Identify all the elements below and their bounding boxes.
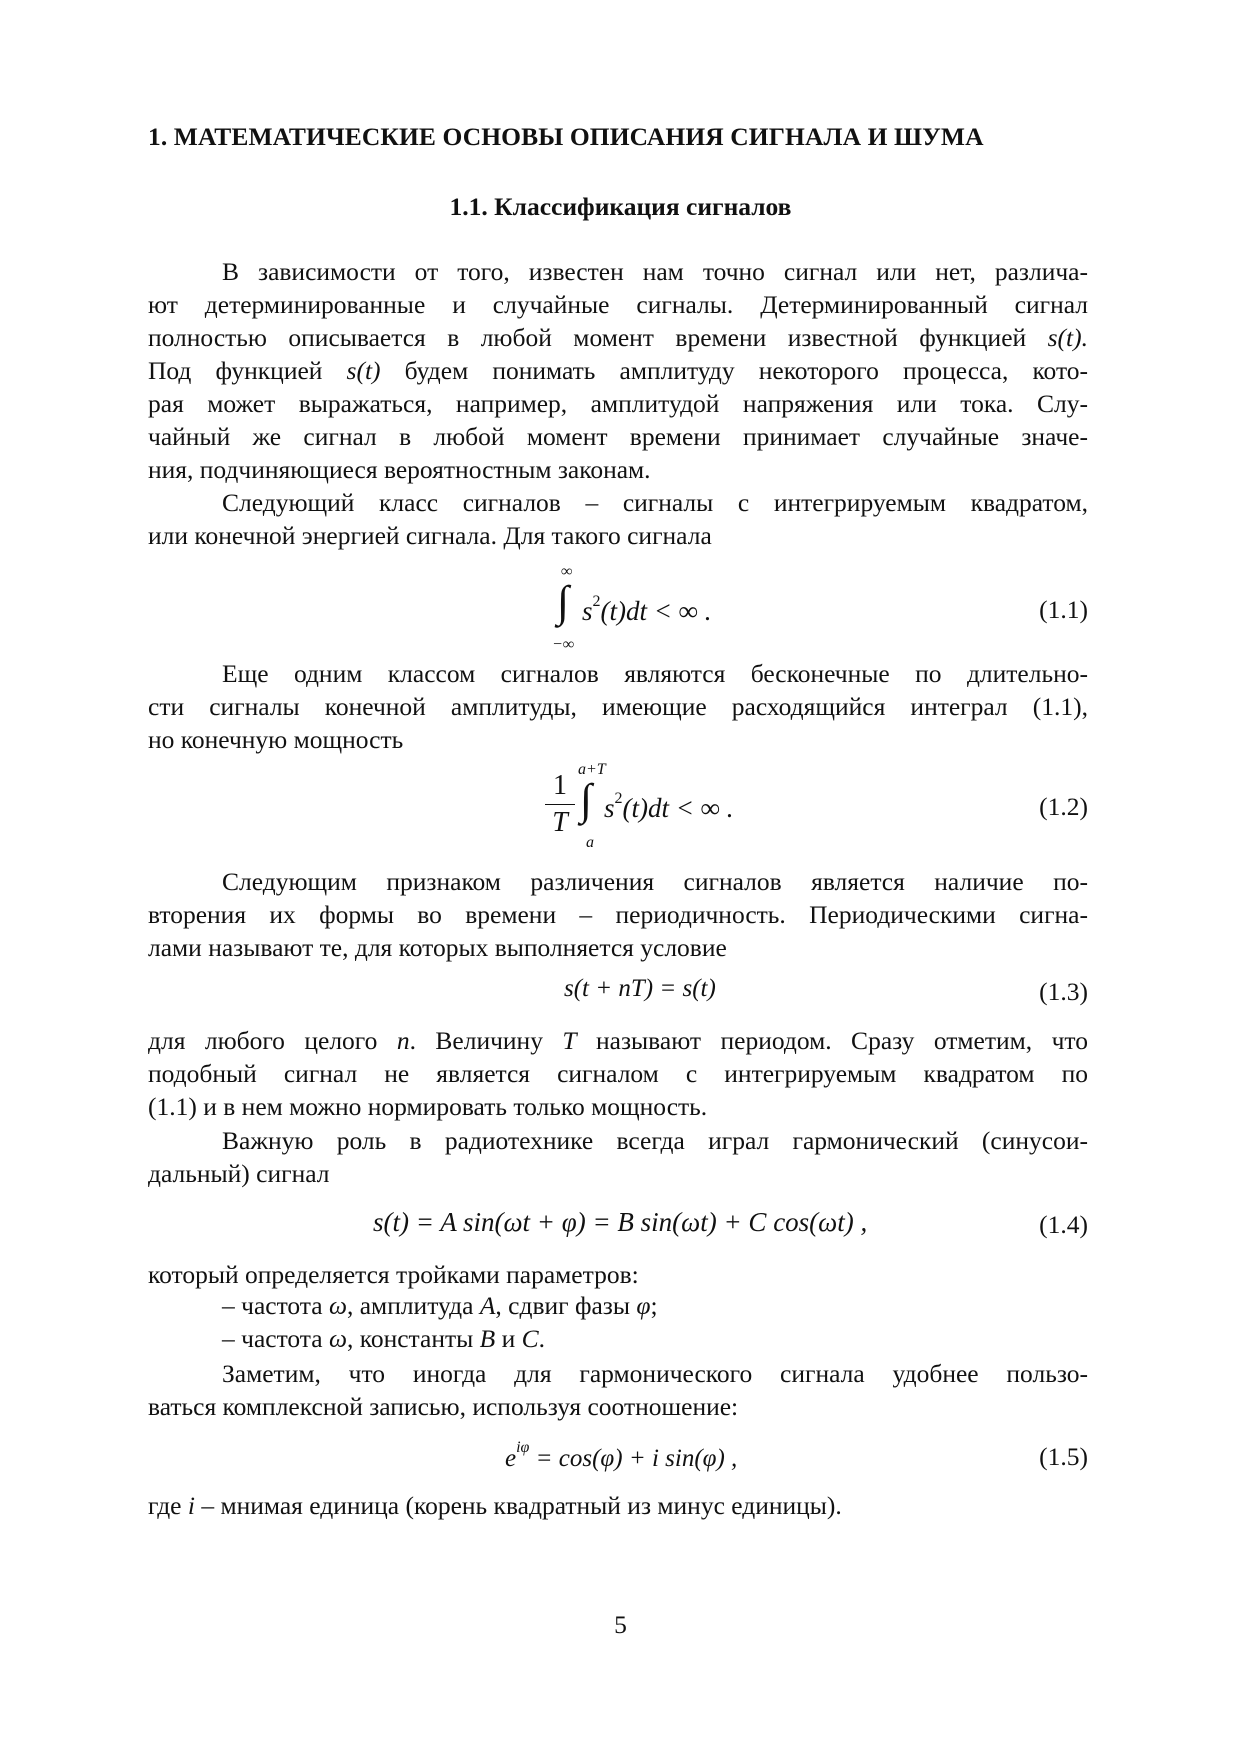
text-line: рая может выражаться, например, амплитудой напряжения или тока. Слу- [148,389,1088,418]
paragraph-deterministic-random [148,255,1088,486]
text-line: дальный) сигнал [148,1159,330,1188]
text-segment: будем понимать амплитуду некоторого процесса, кото- [380,356,1088,385]
paragraph-parameters [148,1258,1088,1291]
paragraph-harmonic [148,1124,1088,1190]
integral-sign: ∫ [580,775,593,824]
equation-body: $e^{i\varphi} = \cos(\varphi) + i$ sin(φ) , [505,1439,738,1472]
text-line: Еще одним классом сигналов являются бесконечные по длительно- [222,659,1088,688]
text-line: ния, подчиняющиеся вероятностным законам. [148,455,651,484]
text-line [148,354,1088,387]
text-line: но конечную мощность [148,725,404,754]
fraction-one-over-t: 1 T [545,770,575,839]
equation-number: (1.5) [1039,1442,1088,1471]
equation-number: (1.1) [1039,595,1088,624]
text-line: Важную роль в радиотехнике всегда играл гармонический (синусои- [222,1126,1088,1155]
text-line: ют детерминированные и случайные сигналы. Детерминированный сигнал [148,290,1088,319]
list-item: – частота ω, константы B и C. [222,1324,545,1353]
integral-upper-limit: ∞ [561,563,573,580]
equation-body: $s^2(t)dt$ < ∞ . [604,790,734,823]
list-item: – частота ω, амплитуда A, сдвиг фазы φ; [222,1291,658,1320]
equation-number: (1.2) [1039,792,1088,821]
text-line: В зависимости от того, известен нам точно сигнал или нет, различа- [222,257,1088,286]
integral-lower-limit: a [586,834,594,851]
paragraph-period [148,1024,1088,1123]
text-line: который определяется тройками параметров: [148,1260,639,1289]
text-line: лами называют те, для которых выполняется условие [148,933,727,962]
chapter-title: 1. МАТЕМАТИЧЕСКИЕ ОСНОВЫ ОПИСАНИЯ СИГНАЛА И ШУМА [148,122,984,151]
math-s-of-t: s(t) [346,356,381,385]
text-line: сти сигналы конечной амплитуды, имеющие расходящийся интеграл (1.1), [148,692,1088,721]
paragraph-imaginary-unit [148,1489,1088,1522]
equation-body: s(t + nT) = s(t) [564,975,716,1002]
integral-lower-limit: −∞ [552,636,575,653]
text-line: подобный сигнал не является сигналом с интегрируемым квадратом по [148,1059,1088,1088]
paragraph-periodicity [148,865,1088,964]
math-s-of-t: s(t). [1047,323,1088,352]
text-segment: полностью описывается в любой момент времени известной функцией [148,323,1048,352]
paragraph-complex [148,1357,1088,1423]
text-segment: Под функцией [148,356,347,385]
text-line: (1.1) и в нем можно нормировать только мощность. [148,1092,708,1121]
equation-body: s(t) = A sin(ωt + φ) = B sin(ωt) + C cos(ωt) , [373,1207,868,1237]
equation-body: $s^2(t)dt$ < ∞ . [582,593,712,626]
equation-number: (1.4) [1039,1210,1088,1239]
text-line: где i – мнимая единица (корень квадратный из минус единицы). [148,1491,842,1520]
text-line: Следующий класс сигналов – сигналы с интегрируемым квадратом, [222,488,1088,517]
text-line: ваться комплексной записью, используя соотношение: [148,1392,739,1421]
section-title: 1.1. Классификация сигналов [449,192,792,221]
text-line: или конечной энергией сигнала. Для такого сигнала [148,521,712,550]
paragraph-finite-power [148,657,1088,756]
text-line: Следующим признаком различения сигналов является наличие по- [222,867,1088,896]
page-number: 5 [614,1610,627,1639]
integral-upper-limit: a+T [578,761,606,778]
integral-sign: ∫ [557,577,570,626]
text-line: чайный же сигнал в любой момент времени принимает случайные значе- [148,422,1088,451]
text-line: для любого целого n. Величину T называют периодом. Сразу отметим, что [148,1026,1088,1055]
equation-number: (1.3) [1039,977,1088,1006]
text-line: вторения их формы во времени – периодичность. Периодическими сигна- [148,900,1088,929]
paragraph-finite-energy [148,486,1088,552]
text-line [148,321,1088,354]
text-line: Заметим, что иногда для гармонического сигнала удобнее пользо- [222,1359,1088,1388]
